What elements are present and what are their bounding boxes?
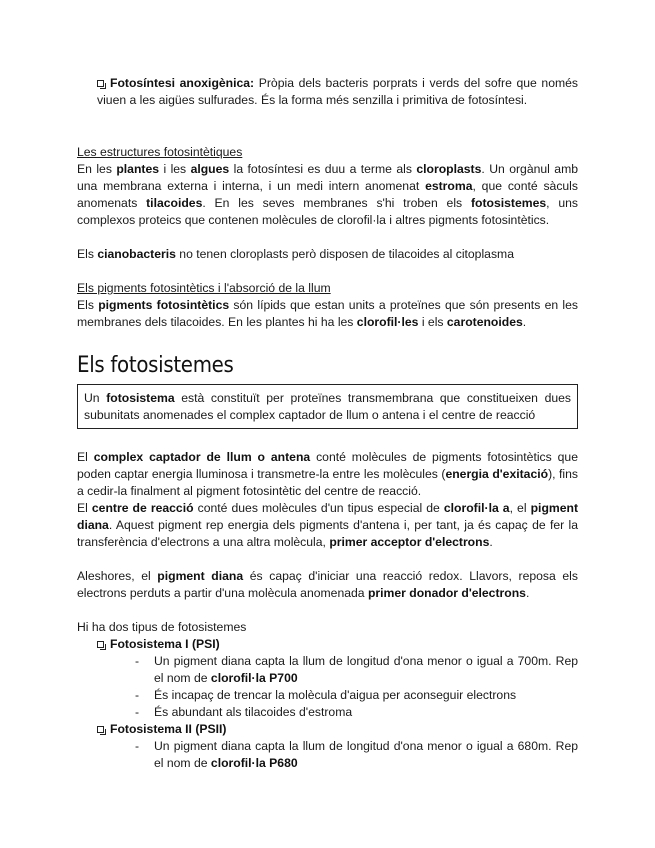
checkbox-bullet-icon bbox=[97, 726, 104, 733]
bullet-text: Pròpia dels bacteris porprats i verds del sofre que només viuen a les aigües sulfurades. És la forma més senzilla i primitiva de fotosíntesi. bbox=[97, 76, 578, 107]
dash-bullet: - bbox=[135, 739, 140, 753]
reaction-center-paragraph: El centre de reacció conté dues molècules d'un tipus especial de clorofil·la a, el pigment diana. Aquest pigment rep energia dels pigments d'antena i, per tant, ja és capaç de fer la transferència d'electrons a una altra molècula, primer acceptor d'electrons. bbox=[77, 501, 579, 549]
psii-item: Un pigment diana capta la llum de longitud d'ona menor o igual a 680m. Rep el nom de clorofil·la P680 bbox=[154, 739, 578, 770]
anoxygenic-bullet bbox=[97, 75, 578, 109]
section-title-structures: Les estructures fotosintètiques bbox=[77, 145, 243, 159]
redox-paragraph: Aleshores, el pigment diana és capaç d'iniciar una reacció redox. Llavors, reposa els electrons perduts a partir d'una molècula anomenada primer donador d'electrons. bbox=[77, 569, 578, 600]
page-heading: Els fotosistemes bbox=[77, 353, 234, 378]
bullet-term: Fotosíntesi anoxigènica: bbox=[110, 76, 255, 90]
dash-bullet: - bbox=[135, 654, 140, 668]
psi-item: És incapaç de trencar la molècula d'aigua per aconseguir electrons bbox=[154, 688, 517, 702]
psi-item: És abundant als tilacoides d'estroma bbox=[154, 705, 353, 719]
checkbox-bullet-icon bbox=[97, 641, 104, 648]
dash-bullet: - bbox=[135, 688, 140, 702]
pigments-paragraph: Els pigments fotosintètics són lípids que estan units a proteïnes que són presents en les membranes dels tilacoides. En les plantes hi ha les clorofil·les i els carotenoides. bbox=[77, 298, 578, 329]
psi-bullet: Fotosistema I (PSI) bbox=[97, 636, 578, 653]
psii-bullet: Fotosistema II (PSII) bbox=[97, 721, 578, 738]
cyanobacteria-paragraph: Els cianobacteris no tenen cloroplasts però disposen de tilacoides al citoplasma bbox=[77, 247, 514, 261]
section-title-pigments: Els pigments fotosintètics i l'absorció de la llum bbox=[77, 281, 331, 295]
antenna-paragraph: El complex captador de llum o antena conté molècules de pigments fotosintètics que poden captar energia lluminosa i transmetre-la entre les molècules (energia d'exitació), fins a cedir-la finalment al pigment fotosintètic del centre de reacció. bbox=[77, 450, 578, 498]
structures-paragraph: En les plantes i les algues la fotosíntesi es duu a terme als cloroplasts. Un orgànul amb una membrana externa i interna, i un medi intern anomenat estroma, que conté sàculs anomenats tilacoides. En les seves membranes s'hi troben els fotosistemes, uns complexos proteics que contenen molècules de clorofil·la i altres pigments fotosintètics. bbox=[77, 162, 578, 227]
psi-item: Un pigment diana capta la llum de longitud d'ona menor o igual a 700m. Rep el nom de clorofil·la P700 bbox=[154, 654, 578, 685]
definition-box: Un fotosistema està constituït per proteïnes transmembrana que constitueixen dues subunitats anomenades el complex captador de llum o antena i el centre de reacció bbox=[77, 384, 578, 429]
checkbox-bullet-icon bbox=[97, 80, 104, 87]
types-intro: Hi ha dos tipus de fotosistemes bbox=[77, 620, 247, 634]
dash-bullet: - bbox=[135, 705, 140, 719]
